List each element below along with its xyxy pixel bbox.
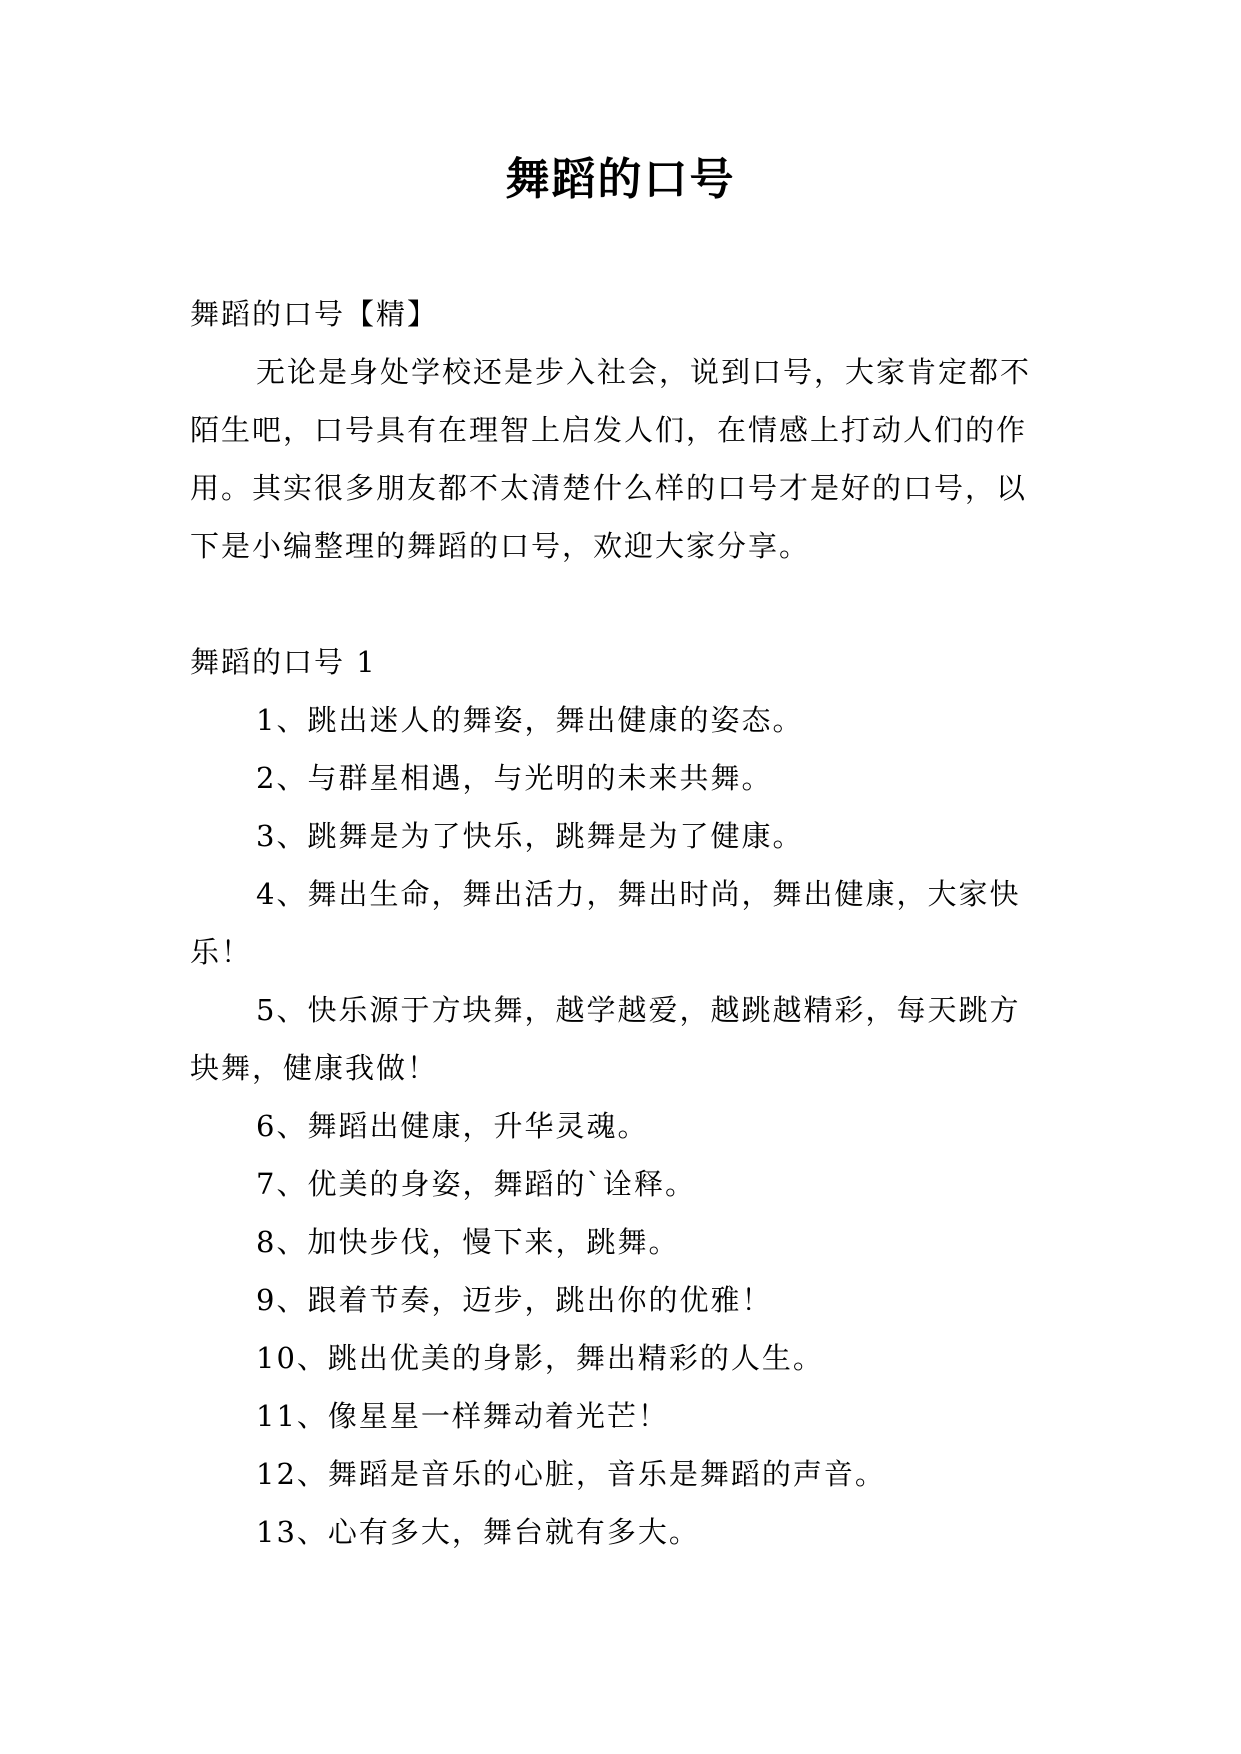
list-item: 10、跳出优美的身影，舞出精彩的人生。 [256,1341,824,1375]
list-item: 3、跳舞是为了快乐，跳舞是为了健康。 [256,819,804,853]
section-heading: 舞蹈的口号 1 [190,645,377,679]
subtitle: 舞蹈的口号【精】 [190,297,439,331]
intro-paragraph: 无论是身处学校还是步入社会，说到口号，大家肯定都不陌生吧，口号具有在理智上启发人们，在情感上打动人们的作用。其实很多朋友都不太清楚什么样的口号才是好的口号，以下是小编整理的舞蹈的口号，欢迎大家分享。 [190,355,1032,563]
spacer [190,575,1050,633]
page-title: 舞蹈的口号 [505,154,736,205]
list-item: 12、舞蹈是音乐的心脏，音乐是舞蹈的声音。 [256,1457,886,1491]
list-item: 7、优美的身姿，舞蹈的`诠释。 [256,1167,696,1201]
list-item: 2、与群星相遇，与光明的未来共舞。 [256,761,773,795]
list-item: 13、心有多大，舞台就有多大。 [256,1515,700,1549]
list-item: 6、舞蹈出健康，升华灵魂。 [256,1109,649,1143]
list-item: 8、加快步伐，慢下来，跳舞。 [256,1225,680,1259]
list-item: 1、跳出迷人的舞姿，舞出健康的姿态。 [256,703,804,737]
list-item: 9、跟着节奏，迈步，跳出你的优雅！ [256,1283,773,1317]
list-item: 11、像星星一样舞动着光芒！ [256,1399,669,1433]
list-item: 4、舞出生命，舞出活力，舞出时尚，舞出健康，大家快乐！ [190,877,1021,969]
document-body [190,285,1050,1561]
list-item: 5、快乐源于方块舞，越学越爱，越跳越精彩，每天跳方块舞，健康我做！ [190,993,1021,1085]
